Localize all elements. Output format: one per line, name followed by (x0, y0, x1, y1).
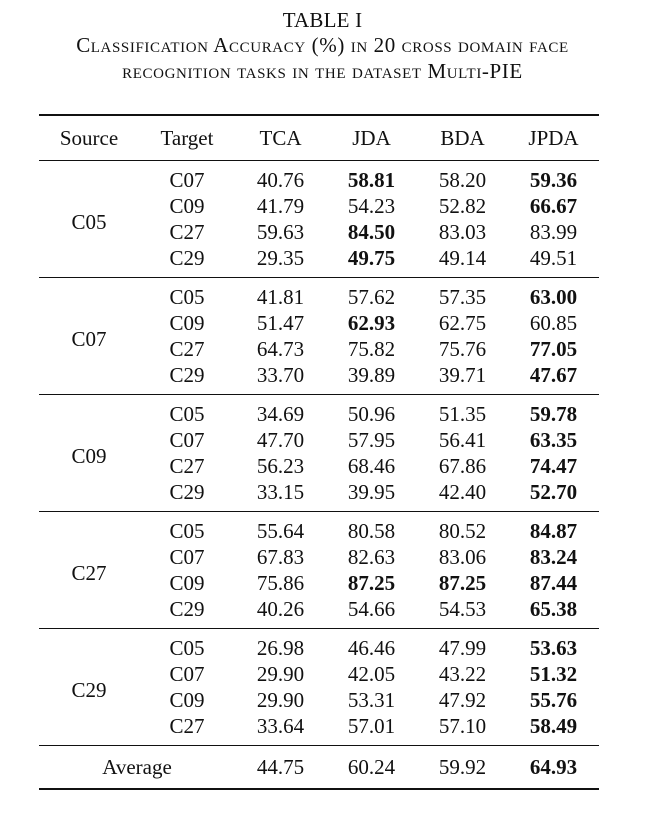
value-cell: 49.14 (417, 245, 508, 278)
value-cell: 60.85 (529, 311, 578, 335)
value-cell: 58.20 (438, 168, 487, 192)
value-cell: 26.98 (256, 636, 305, 660)
value-cell: 46.46 (347, 636, 396, 660)
target-cell: C05 (169, 636, 205, 660)
target-cell: C07 (169, 662, 205, 686)
value-cell: 77.05 (529, 337, 578, 361)
average-row (39, 746, 599, 790)
value-cell: 74.47 (529, 454, 578, 478)
header-source: Source (39, 115, 139, 161)
value-cell: 75.82 (347, 337, 396, 361)
target-cell: C05 (169, 285, 205, 309)
value-cell: 49.51 (508, 245, 599, 278)
source-cell: C29 (39, 629, 139, 746)
source-cell: C09 (39, 395, 139, 512)
value-cell: 67.86 (438, 454, 487, 478)
average-value-cell: 44.75 (235, 746, 326, 790)
value-cell: 41.79 (256, 194, 305, 218)
value-cell: 87.44 (529, 571, 578, 595)
target-cell: C27 (169, 220, 205, 244)
value-cell: 67.83 (256, 545, 305, 569)
value-cell: 47.99 (438, 636, 487, 660)
value-cell: 65.38 (508, 596, 599, 629)
header-jpda: JPDA (508, 115, 599, 161)
value-cell: 39.95 (326, 479, 417, 512)
header-bda: BDA (417, 115, 508, 161)
value-cell: 50.96 (347, 402, 396, 426)
average-value-cell: 64.93 (508, 746, 599, 790)
value-cell: 56.23 (256, 454, 305, 478)
value-cell: 62.75 (438, 311, 487, 335)
value-cell: 87.25 (438, 571, 487, 595)
target-cell: C27 (169, 337, 205, 361)
value-cell: 47.92 (438, 688, 487, 712)
target-cell: C29 (139, 362, 235, 395)
source-cell: C05 (39, 161, 139, 278)
value-cell: 56.41 (438, 428, 487, 452)
value-cell: 34.69 (256, 402, 305, 426)
value-cell: 43.22 (438, 662, 487, 686)
value-cell: 47.70 (256, 428, 305, 452)
header-jda: JDA (326, 115, 417, 161)
table-row (39, 512, 599, 545)
value-cell: 87.25 (347, 571, 396, 595)
value-cell: 29.35 (235, 245, 326, 278)
value-cell: 63.00 (529, 285, 578, 309)
table-title (13, 32, 633, 84)
value-cell: 51.32 (529, 662, 578, 686)
target-cell: C29 (139, 596, 235, 629)
value-cell: 55.76 (529, 688, 578, 712)
table-title-line-2: recognition tasks in the dataset Multi-PIE (122, 59, 523, 83)
table-body (39, 161, 599, 790)
value-cell: 55.64 (256, 519, 305, 543)
table-row (39, 395, 599, 428)
table-row (39, 161, 599, 194)
table-caption (0, 0, 645, 84)
value-cell: 66.67 (529, 194, 578, 218)
value-cell: 75.76 (438, 337, 487, 361)
value-cell: 84.50 (347, 220, 396, 244)
value-cell: 29.90 (256, 662, 305, 686)
value-cell: 54.66 (326, 596, 417, 629)
value-cell: 54.53 (417, 596, 508, 629)
value-cell: 51.47 (256, 311, 305, 335)
value-cell: 57.01 (326, 713, 417, 746)
value-cell: 58.49 (508, 713, 599, 746)
value-cell: 40.76 (256, 168, 305, 192)
source-cell: C07 (39, 278, 139, 395)
value-cell: 84.87 (529, 519, 578, 543)
value-cell: 41.81 (256, 285, 305, 309)
value-cell: 52.70 (508, 479, 599, 512)
value-cell: 33.70 (235, 362, 326, 395)
value-cell: 29.90 (256, 688, 305, 712)
value-cell: 75.86 (256, 571, 305, 595)
value-cell: 51.35 (438, 402, 487, 426)
value-cell: 58.81 (347, 168, 396, 192)
value-cell: 42.05 (347, 662, 396, 686)
value-cell: 80.52 (438, 519, 487, 543)
target-cell: C27 (169, 454, 205, 478)
value-cell: 47.67 (508, 362, 599, 395)
target-cell: C29 (139, 479, 235, 512)
target-cell: C09 (169, 311, 205, 335)
value-cell: 83.24 (529, 545, 578, 569)
average-value-cell: 59.92 (417, 746, 508, 790)
value-cell: 33.15 (235, 479, 326, 512)
value-cell: 53.31 (347, 688, 396, 712)
target-cell: C09 (169, 571, 205, 595)
value-cell: 64.73 (256, 337, 305, 361)
target-cell: C05 (169, 402, 205, 426)
header-row (39, 115, 599, 161)
target-cell: C09 (169, 688, 205, 712)
value-cell: 80.58 (347, 519, 396, 543)
value-cell: 39.89 (326, 362, 417, 395)
table-title-line-1: Classification Accuracy (%) in 20 cross domain face (76, 33, 569, 57)
value-cell: 68.46 (347, 454, 396, 478)
header-tca: TCA (235, 115, 326, 161)
value-cell: 59.78 (529, 402, 578, 426)
accuracy-table (39, 114, 599, 790)
header-target: Target (139, 115, 235, 161)
value-cell: 49.75 (326, 245, 417, 278)
value-cell: 83.06 (438, 545, 487, 569)
value-cell: 54.23 (347, 194, 396, 218)
table-row (39, 278, 599, 311)
value-cell: 42.40 (417, 479, 508, 512)
table-row (39, 629, 599, 662)
value-cell: 39.71 (417, 362, 508, 395)
value-cell: 52.82 (438, 194, 487, 218)
value-cell: 59.63 (256, 220, 305, 244)
value-cell: 33.64 (235, 713, 326, 746)
value-cell: 53.63 (529, 636, 578, 660)
target-cell: C29 (139, 245, 235, 278)
target-cell: C09 (169, 194, 205, 218)
target-cell: C05 (169, 519, 205, 543)
value-cell: 57.35 (438, 285, 487, 309)
table-number: TABLE I (282, 8, 363, 32)
average-value-cell: 60.24 (326, 746, 417, 790)
average-label: Average (39, 746, 235, 790)
value-cell: 57.10 (417, 713, 508, 746)
source-cell: C27 (39, 512, 139, 629)
target-cell: C07 (169, 545, 205, 569)
target-cell: C27 (139, 713, 235, 746)
value-cell: 63.35 (529, 428, 578, 452)
value-cell: 82.63 (347, 545, 396, 569)
value-cell: 57.62 (347, 285, 396, 309)
value-cell: 62.93 (347, 311, 396, 335)
target-cell: C07 (169, 428, 205, 452)
value-cell: 40.26 (235, 596, 326, 629)
value-cell: 83.03 (438, 220, 487, 244)
value-cell: 83.99 (529, 220, 578, 244)
value-cell: 59.36 (529, 168, 578, 192)
value-cell: 57.95 (347, 428, 396, 452)
target-cell: C07 (169, 168, 205, 192)
